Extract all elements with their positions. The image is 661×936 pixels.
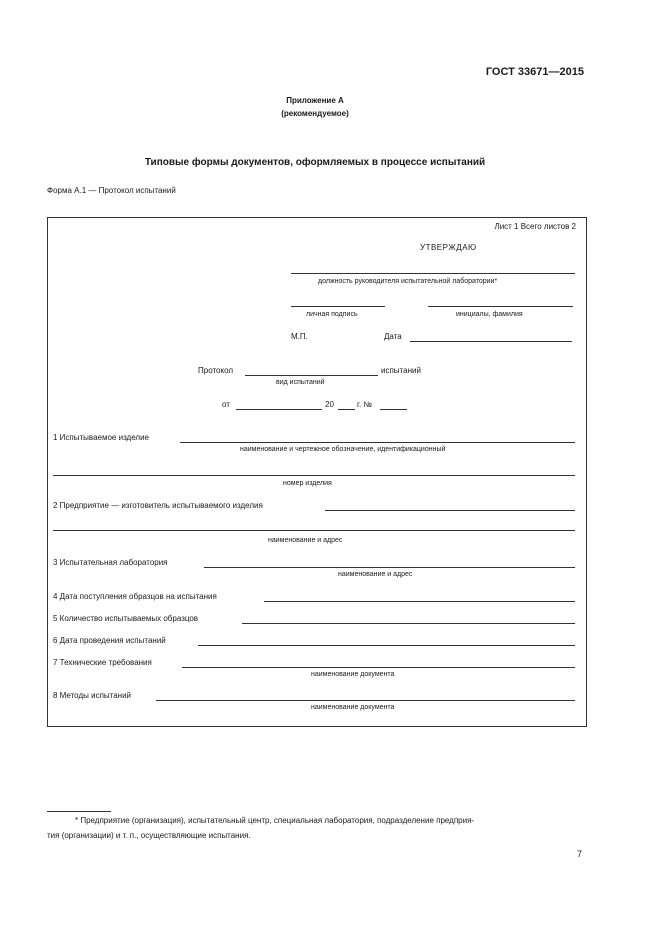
section-title: Типовые формы документов, оформляемых в процессе испытаний	[144, 157, 486, 168]
from-label: от	[222, 400, 230, 409]
field-2-line[interactable]	[325, 510, 575, 511]
field-4-line[interactable]	[264, 601, 575, 602]
field-4-label: 4 Дата поступления образцов на испытания	[53, 592, 217, 601]
stamp-label: М.П.	[291, 332, 308, 341]
tests-label: испытаний	[381, 366, 421, 375]
field-2-line-2[interactable]	[53, 530, 575, 531]
year-label: 20	[325, 400, 334, 409]
field-7-caption: наименование документа	[311, 671, 395, 678]
field-3-caption: наименование и адрес	[338, 571, 413, 578]
form-frame	[47, 217, 587, 727]
head-position-caption: должность руководителя испытательной лаборатории*	[318, 278, 498, 285]
date-label: Дата	[384, 332, 402, 341]
field-6-label: 6 Дата проведения испытаний	[53, 636, 166, 645]
form-caption: Форма А.1 — Протокол испытаний	[47, 186, 176, 195]
field-1-line-2[interactable]	[53, 475, 575, 476]
test-type-line[interactable]	[245, 375, 378, 376]
protocol-number-line[interactable]	[380, 409, 407, 410]
initials-line[interactable]	[428, 306, 573, 307]
signature-line[interactable]	[291, 306, 385, 307]
field-1-caption-2: номер изделия	[283, 480, 332, 487]
head-position-line[interactable]	[291, 273, 575, 274]
test-type-caption: вид испытаний	[276, 379, 325, 386]
page-number: 7	[576, 849, 582, 859]
sheet-info: Лист 1 Всего листов 2	[494, 222, 576, 231]
footnote-line-2: тия (организации) и т. п., осуществляющие испытания.	[47, 831, 251, 840]
field-2-label: 2 Предприятие — изготовитель испытываемого изделия	[53, 501, 263, 510]
footnote-separator	[47, 811, 111, 812]
field-1-caption: наименование и чертежное обозначение, идентификационный	[240, 446, 446, 453]
initials-caption: инициалы, фамилия	[456, 311, 523, 318]
field-8-label: 8 Методы испытаний	[53, 691, 132, 700]
number-label: г. №	[357, 400, 372, 409]
field-8-line[interactable]	[156, 700, 575, 701]
signature-caption: личная подпись	[306, 311, 358, 318]
field-8-caption: наименование документа	[311, 704, 395, 711]
footnote-line-1: * Предприятие (организация), испытательный центр, специальная лаборатория, подразделение предприя-	[75, 816, 475, 825]
appendix-title: Приложение А	[286, 96, 344, 105]
field-1-label: 1 Испытываемое изделие	[53, 433, 149, 442]
field-5-line[interactable]	[242, 623, 575, 624]
field-7-label: 7 Технические требования	[53, 658, 152, 667]
appendix-status: (рекомендуемое)	[281, 109, 349, 118]
field-7-line[interactable]	[182, 667, 575, 668]
approve-label: УТВЕРЖДАЮ	[420, 243, 477, 252]
protocol-label: Протокол	[198, 366, 234, 375]
protocol-date-line[interactable]	[236, 409, 322, 410]
field-3-label: 3 Испытательная лаборатория	[53, 558, 168, 567]
field-6-line[interactable]	[198, 645, 575, 646]
field-2-caption: наименование и адрес	[268, 537, 343, 544]
field-1-line[interactable]	[180, 442, 575, 443]
field-5-label: 5 Количество испытываемых образцов	[53, 614, 199, 623]
date-line[interactable]	[410, 341, 572, 342]
standard-number: ГОСТ 33671—2015	[485, 66, 584, 78]
field-3-line[interactable]	[204, 567, 575, 568]
year-line[interactable]	[338, 409, 355, 410]
